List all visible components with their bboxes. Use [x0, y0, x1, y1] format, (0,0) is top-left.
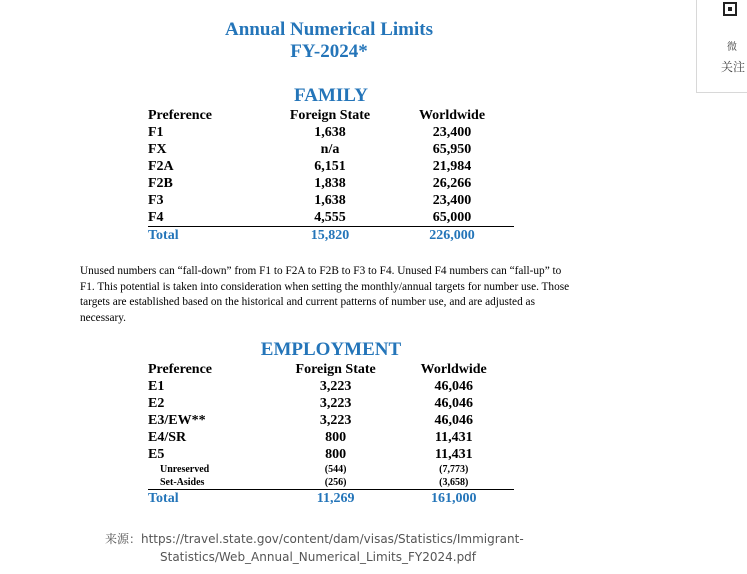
worldwide-cell: 21,984: [432, 159, 472, 174]
side-follow-widget[interactable]: [696, 0, 747, 93]
table-row: [148, 158, 514, 175]
column-header-worldwide: Worldwide: [420, 362, 487, 377]
table-row: [148, 412, 514, 429]
total-foreign-state: 15,820: [270, 227, 390, 246]
source-line1: 来源：https://travel.state.gov/content/dam/visas/Statistics/Immigrant-: [105, 532, 524, 546]
family-section-title: FAMILY: [294, 85, 368, 106]
preference-cell: E5: [148, 447, 165, 462]
column-header-preference: Preference: [148, 108, 212, 123]
family-total-row: [148, 227, 514, 246]
table-row: [148, 446, 514, 463]
worldwide-cell: 46,046: [434, 413, 473, 428]
preference-cell: F3: [148, 193, 164, 208]
foreign-state-cell: 6,151: [314, 159, 346, 174]
preference-cell: FX: [148, 142, 167, 157]
preference-cell: F2B: [148, 176, 173, 191]
column-header-worldwide: Worldwide: [418, 108, 486, 123]
foreign-state-cell: 1,838: [314, 176, 346, 191]
table-row: [148, 141, 514, 158]
worldwide-cell: 65,950: [432, 142, 472, 157]
source-line2: Statistics/Web_Annual_Numerical_Limits_FY2024.pdf: [160, 550, 477, 564]
subpreference-cell: Unreserved: [160, 464, 210, 475]
foreign-state-cell: (544): [324, 464, 347, 475]
foreign-state-cell: 3,223: [319, 413, 352, 428]
worldwide-cell: (3,658): [439, 477, 469, 488]
total-worldwide: 161,000: [393, 490, 514, 509]
foreign-state-cell: 800: [325, 430, 347, 445]
foreign-state-cell: 1,638: [314, 125, 346, 140]
table-row: [148, 192, 514, 209]
family-header-row: [148, 107, 514, 124]
worldwide-cell: 11,431: [434, 430, 473, 445]
foreign-state-cell: n/a: [320, 142, 340, 157]
subpreference-cell: Set-Asides: [160, 477, 205, 488]
fall-down-note: Unused numbers can “fall-down” from F1 to F2A to F2B to F3 to F4. Unused F4 numbers can “fall-up” to F1. This potential is taken into consideration when setting the monthly/annual targets for number use. Those targets are established based on the historical and current patterns of number use, and are adjusted as necessary.: [80, 265, 570, 324]
worldwide-cell: 26,266: [432, 176, 472, 191]
employment-table: [148, 361, 514, 508]
preference-cell: F2A: [148, 159, 174, 174]
table-row: [148, 175, 514, 192]
worldwide-cell: 23,400: [432, 125, 472, 140]
column-header-foreign-state: Foreign State: [295, 362, 376, 377]
worldwide-cell: 46,046: [434, 379, 473, 394]
side-widget-text1: 微: [727, 42, 737, 53]
table-subrow: [148, 476, 514, 490]
column-header-preference: Preference: [148, 362, 212, 377]
foreign-state-cell: 3,223: [319, 379, 352, 394]
column-header-foreign-state: Foreign State: [289, 108, 371, 123]
employment-total-row: [148, 490, 514, 509]
preference-cell: E4/SR: [148, 430, 187, 445]
foreign-state-cell: 1,638: [314, 193, 346, 208]
table-row: [148, 209, 514, 227]
table-subrow: [148, 463, 514, 476]
foreign-state-cell: 4,555: [314, 210, 346, 225]
total-label: Total: [148, 490, 278, 509]
preference-cell: E2: [148, 396, 165, 411]
table-row: [148, 395, 514, 412]
source-caption: [105, 530, 565, 566]
worldwide-cell: 11,431: [434, 447, 473, 462]
worldwide-cell: 65,000: [432, 210, 472, 225]
total-worldwide: 226,000: [390, 227, 514, 246]
page-title-line1: Annual Numerical Limits: [225, 19, 433, 40]
preference-cell: E3/EW**: [148, 413, 206, 428]
family-table: [148, 107, 514, 245]
total-foreign-state: 11,269: [278, 490, 394, 509]
foreign-state-cell: 800: [325, 447, 347, 462]
worldwide-cell: 23,400: [432, 193, 472, 208]
foreign-state-cell: (256): [324, 477, 347, 488]
preference-cell: F1: [148, 125, 164, 140]
foreign-state-cell: 3,223: [319, 396, 352, 411]
employment-section-title: EMPLOYMENT: [260, 339, 402, 360]
table-row: [148, 378, 514, 395]
page-title-line2: FY-2024*: [290, 41, 368, 62]
qr-code-icon[interactable]: [723, 2, 737, 16]
side-widget-text2[interactable]: 关注: [721, 60, 746, 74]
table-row: [148, 429, 514, 446]
table-row: [148, 124, 514, 141]
preference-cell: F4: [148, 210, 164, 225]
worldwide-cell: (7,773): [439, 464, 469, 475]
employment-header-row: [148, 361, 514, 378]
total-label: Total: [148, 227, 270, 246]
worldwide-cell: 46,046: [434, 396, 473, 411]
preference-cell: E1: [148, 379, 165, 394]
